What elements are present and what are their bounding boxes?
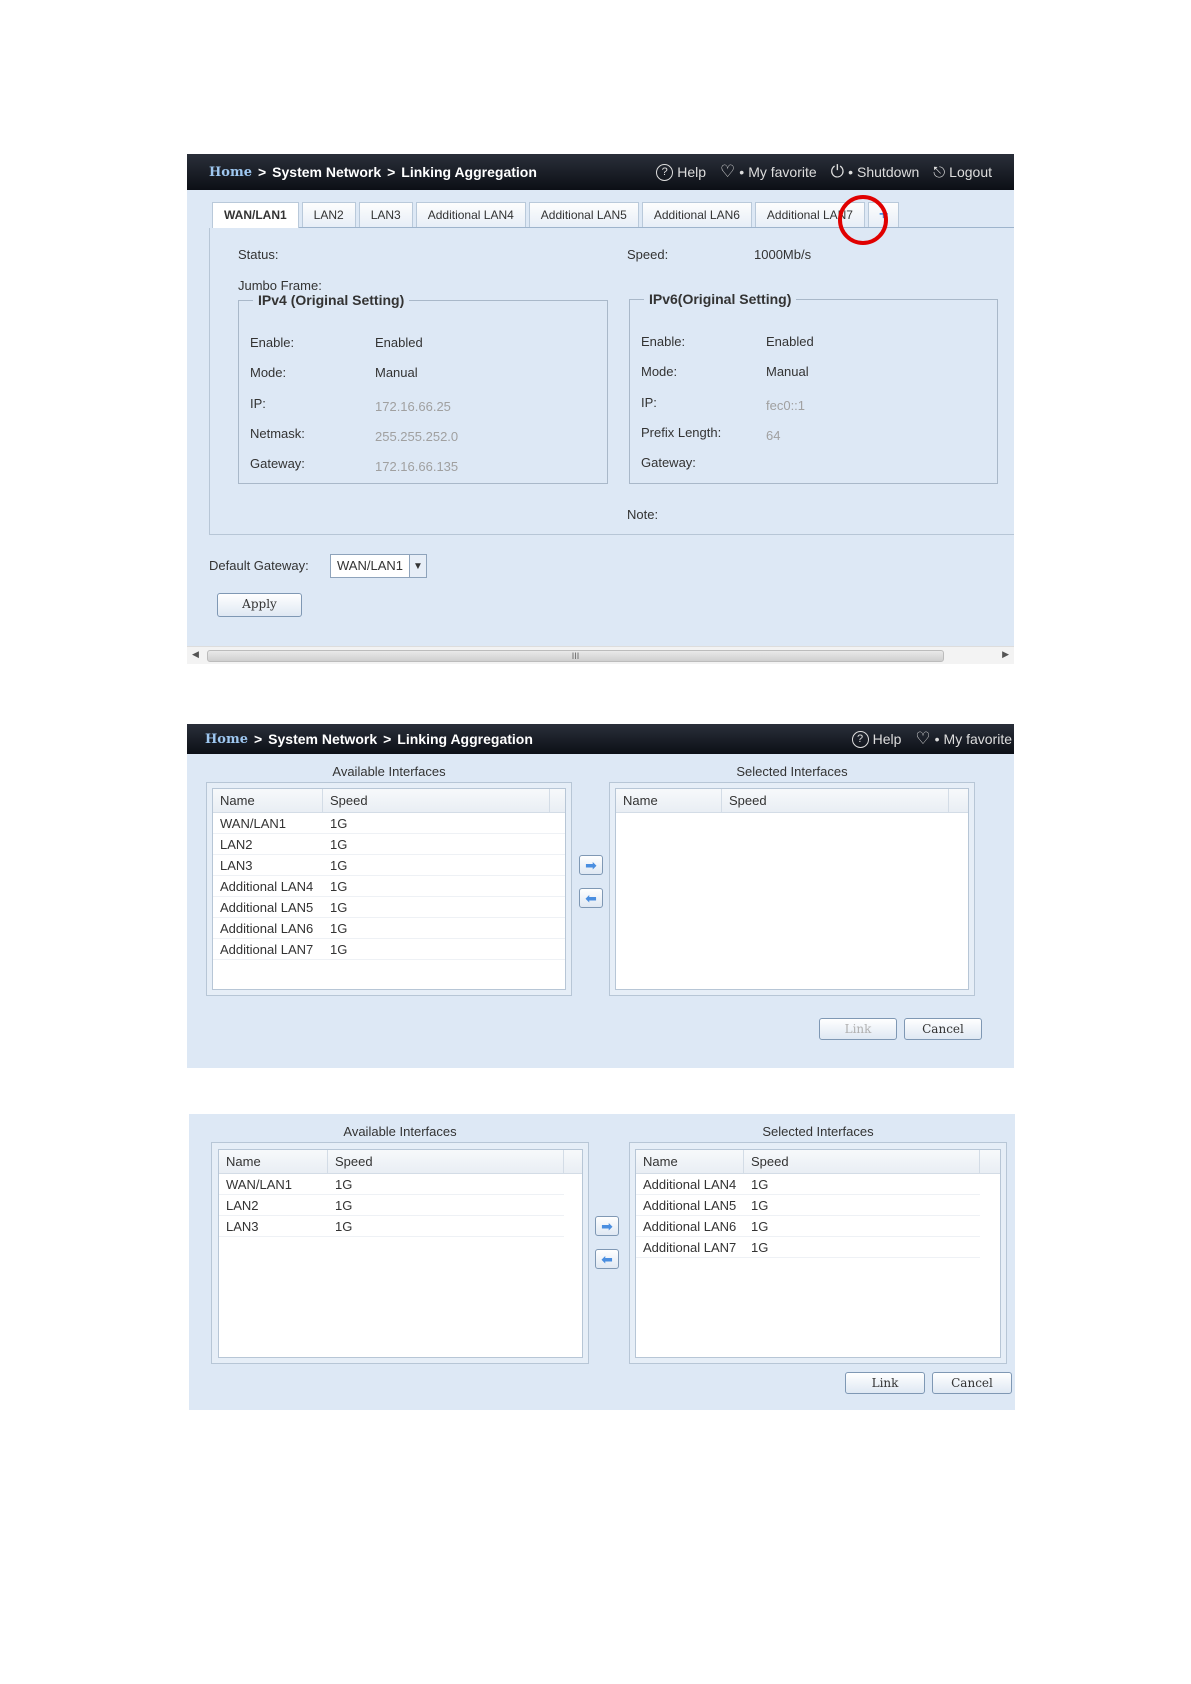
- move-left-arrow-icon[interactable]: ⬅: [595, 1249, 619, 1269]
- ipv6-prefix-value: 64: [766, 428, 781, 443]
- selected-interfaces-grid: [615, 788, 969, 990]
- add-aggregation-plus-icon[interactable]: +: [868, 202, 899, 227]
- speed-column-header[interactable]: Speed: [722, 789, 949, 812]
- move-left-arrow-icon[interactable]: ⬅: [579, 888, 603, 908]
- ipv6-enable-label: Enable:: [641, 334, 686, 349]
- status-label: Status:: [238, 247, 279, 262]
- table-row[interactable]: Additional LAN7 1G: [213, 939, 565, 960]
- ipv4-mode-value: Manual: [375, 365, 418, 380]
- link-button[interactable]: Link: [845, 1372, 925, 1394]
- link-button[interactable]: Link: [819, 1018, 897, 1040]
- ipv6-gateway-label: Gateway:: [641, 455, 696, 470]
- help-link[interactable]: ? Help: [852, 731, 902, 748]
- help-link[interactable]: ? Help: [656, 164, 706, 181]
- speed-value: 1000Mb/s: [754, 247, 812, 262]
- scroll-left-icon[interactable]: ◀: [192, 649, 199, 659]
- tab-additional-lan5[interactable]: Additional LAN5: [529, 202, 639, 227]
- tab-additional-lan7[interactable]: Additional LAN7: [755, 202, 865, 227]
- ipv6-mode-value: Manual: [766, 364, 809, 379]
- tab-additional-lan4[interactable]: Additional LAN4: [416, 202, 526, 227]
- table-row[interactable]: Additional LAN5 1G: [636, 1195, 980, 1216]
- tab-wan-lan1[interactable]: WAN/LAN1: [212, 202, 299, 228]
- speed-label: Speed:: [627, 247, 669, 262]
- ipv6-mode-label: Mode:: [641, 364, 678, 379]
- ipv4-legend: IPv4 (Original Setting): [258, 292, 405, 308]
- selected-interfaces-grid: [635, 1149, 1001, 1358]
- ipv4-ip-value: 172.16.66.25: [375, 399, 451, 414]
- move-right-arrow-icon[interactable]: ➡: [579, 855, 603, 875]
- grid-header: [219, 1150, 582, 1174]
- heart-icon: ♡: [915, 729, 931, 748]
- scroll-right-icon[interactable]: ▶: [1002, 649, 1009, 659]
- table-row[interactable]: Additional LAN4 1G: [636, 1174, 980, 1195]
- logout-link[interactable]: ⎋ Logout: [933, 163, 992, 181]
- grid-header: [636, 1150, 1000, 1174]
- shutdown-link[interactable]: ⏻ • Shutdown: [830, 162, 920, 181]
- cancel-button[interactable]: Cancel: [904, 1018, 982, 1040]
- ipv4-gateway-value: 172.16.66.135: [375, 459, 459, 474]
- name-column-header[interactable]: Name: [636, 1150, 744, 1173]
- aggregation-body: [187, 754, 1014, 1068]
- name-column-header[interactable]: Name: [616, 789, 722, 812]
- table-row[interactable]: WAN/LAN1 1G: [213, 813, 565, 834]
- network-settings-screen: [187, 154, 1014, 664]
- header-bar: Home > System Network > Linking Aggregation ? Help ♡ • My favorite: [187, 724, 1014, 754]
- available-interfaces-title: Available Interfaces: [343, 1124, 457, 1139]
- header-bar: Home > System Network > Linking Aggregation ? Help ♡ • My favorite ⏻ • Shutdown ⎋ Logout: [187, 154, 1014, 190]
- ipv6-ip-value: fec0::1: [766, 398, 806, 413]
- favorite-link[interactable]: ♡ • My favorite: [915, 729, 1012, 748]
- name-column-header[interactable]: Name: [213, 789, 323, 812]
- ipv4-ip-label: IP:: [250, 396, 266, 411]
- available-interfaces-title: Available Interfaces: [332, 764, 446, 779]
- apply-button[interactable]: Apply: [217, 593, 302, 617]
- chevron-down-icon[interactable]: ▼: [410, 555, 426, 577]
- selected-interfaces-title: Selected Interfaces: [762, 1124, 874, 1139]
- power-icon: ⏻: [830, 162, 845, 181]
- ipv6-ip-label: IP:: [641, 395, 657, 410]
- breadcrumb-home[interactable]: Home: [205, 731, 248, 747]
- ipv4-enable-value: Enabled: [375, 335, 423, 350]
- grid-header: [213, 789, 565, 813]
- grid-header: [616, 789, 968, 813]
- horizontal-scrollbar[interactable]: [187, 646, 1014, 664]
- table-row[interactable]: LAN3 1G: [213, 855, 565, 876]
- available-interfaces-grid: [218, 1149, 583, 1358]
- ipv4-netmask-label: Netmask:: [250, 426, 305, 441]
- speed-column-header[interactable]: Speed: [328, 1150, 564, 1173]
- table-row[interactable]: Additional LAN6 1G: [636, 1216, 980, 1237]
- scroll-thumb[interactable]: III: [207, 650, 944, 662]
- table-row[interactable]: Additional LAN5 1G: [213, 897, 565, 918]
- table-row[interactable]: Additional LAN4 1G: [213, 876, 565, 897]
- name-column-header[interactable]: Name: [219, 1150, 328, 1173]
- table-row[interactable]: Additional LAN6 1G: [213, 918, 565, 939]
- ipv4-enable-label: Enable:: [250, 335, 295, 350]
- table-row[interactable]: WAN/LAN1 1G: [219, 1174, 564, 1195]
- cancel-button[interactable]: Cancel: [932, 1372, 1012, 1394]
- tab-additional-lan6[interactable]: Additional LAN6: [642, 202, 752, 227]
- breadcrumb-page: Linking Aggregation: [397, 731, 533, 747]
- speed-column-header[interactable]: Speed: [323, 789, 550, 812]
- table-row[interactable]: LAN3 1G: [219, 1216, 564, 1237]
- move-right-arrow-icon[interactable]: ➡: [595, 1216, 619, 1236]
- help-icon: ?: [852, 731, 869, 748]
- table-row[interactable]: LAN2 1G: [213, 834, 565, 855]
- link-aggregation-screen: [187, 724, 1014, 1068]
- help-icon: ?: [656, 164, 673, 181]
- ipv4-mode-label: Mode:: [250, 365, 287, 380]
- default-gateway-select[interactable]: [330, 554, 427, 578]
- breadcrumb-home[interactable]: Home: [209, 164, 252, 180]
- speed-column-header[interactable]: Speed: [744, 1150, 980, 1173]
- link-aggregation-selected-screen: [189, 1114, 1015, 1410]
- default-gateway-label: Default Gateway:: [209, 558, 309, 573]
- tab-lan3[interactable]: LAN3: [359, 202, 413, 227]
- default-gateway-value: WAN/LAN1: [331, 555, 410, 577]
- ipv4-gateway-label: Gateway:: [250, 456, 305, 471]
- jumbo-frame-label: Jumbo Frame:: [238, 278, 322, 293]
- heart-icon: ♡: [720, 162, 736, 181]
- ipv6-legend: IPv6(Original Setting): [649, 291, 792, 307]
- ipv6-enable-value: Enabled: [766, 334, 814, 349]
- settings-body: [187, 190, 1014, 664]
- breadcrumb-section[interactable]: System Network: [268, 731, 378, 747]
- table-row[interactable]: Additional LAN7 1G: [636, 1237, 980, 1258]
- interface-tabs: [212, 202, 1014, 228]
- ipv6-prefix-label: Prefix Length:: [641, 425, 722, 440]
- note-label: Note:: [627, 507, 659, 522]
- breadcrumb-section[interactable]: System Network: [272, 164, 382, 180]
- table-row[interactable]: LAN2 1G: [219, 1195, 564, 1216]
- breadcrumb-page: Linking Aggregation: [401, 164, 537, 180]
- ipv4-netmask-value: 255.255.252.0: [375, 429, 459, 444]
- tab-lan2[interactable]: LAN2: [302, 202, 356, 227]
- selected-interfaces-title: Selected Interfaces: [736, 764, 848, 779]
- favorite-link[interactable]: ♡ • My favorite: [720, 162, 817, 181]
- available-interfaces-grid: [212, 788, 566, 990]
- logout-icon: ⎋: [933, 163, 946, 181]
